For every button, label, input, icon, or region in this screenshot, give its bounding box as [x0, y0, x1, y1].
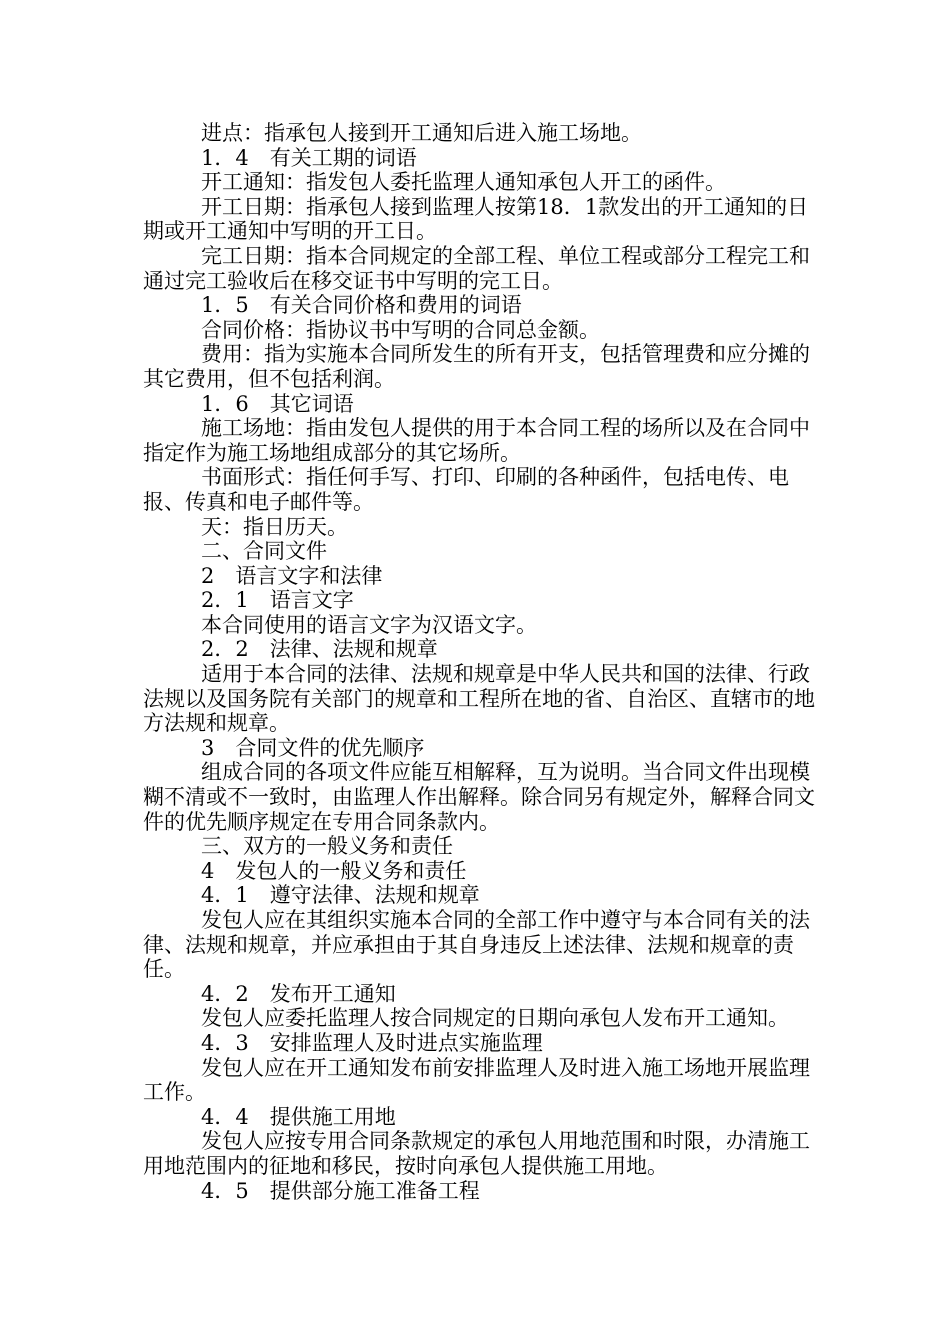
section-heading: 4．5 提供部分施工准备工程: [201, 1178, 480, 1203]
paragraph: 天：指日历天。: [201, 514, 348, 539]
section-heading: 1．4 有关工期的词语: [201, 145, 417, 170]
section-heading: 4．2 发布开工通知: [201, 981, 396, 1006]
paragraph: 适用于本合同的法律、法规和规章是中华人民共和国的法律、行政法规以及国务院有关部门的规章和工程所在地的省、自治区、直辖市的地方法规和规章。: [143, 662, 815, 736]
paragraph: 开工通知：指发包人委托监理人通知承包人开工的函件。: [201, 170, 726, 195]
section-heading: 2．2 法律、法规和规章: [201, 637, 438, 662]
section-heading: 2 语言文字和法律: [201, 563, 383, 588]
section-heading: 1．5 有关合同价格和费用的词语: [201, 293, 522, 318]
paragraph: 开工日期：指承包人接到监理人按第18．1款发出的开工通知的日期或开工通知中写明的开工日。: [143, 194, 809, 244]
section-heading: 2．1 语言文字: [201, 588, 354, 613]
section-heading: 4．4 提供施工用地: [201, 1104, 396, 1129]
paragraph: 费用：指为实施本合同所发生的所有开支，包括管理费和应分摊的其它费用，但不包括利润。: [143, 342, 810, 391]
paragraph: 发包人应在开工通知发布前安排监理人及时进入施工场地开展监理工作。: [143, 1055, 810, 1105]
paragraph: 施工场地：指由发包人提供的用于本合同工程的场所以及在合同中指定作为施工场地组成部分的其它场所。: [143, 416, 810, 465]
paragraph: 发包人应在其组织实施本合同的全部工作中遵守与本合同有关的法律、法规和规章，并应承担由于其自身违反上述法律、法规和规章的责任。: [143, 908, 810, 982]
chapter-heading: 二、合同文件: [201, 539, 327, 564]
section-heading: 1．6 其它词语: [201, 391, 354, 416]
paragraph: 进点：指承包人接到开工通知后进入施工场地。: [201, 121, 642, 145]
section-heading: 4．3 安排监理人及时进点实施监理: [201, 1030, 543, 1055]
chapter-heading: 三、双方的一般义务和责任: [201, 834, 453, 859]
paragraph: 组成合同的各项文件应能互相解释，互为说明。当合同文件出现模糊不清或不一致时，由监理人作出解释。除合同另有规定外，解释合同文件的优先顺序规定在专用合同条款内。: [143, 760, 815, 834]
paragraph: 发包人应按专用合同条款规定的承包人用地范围和时限，办清施工用地范围内的征地和移民，按时向承包人提供施工用地。: [143, 1129, 810, 1178]
paragraph: 完工日期：指本合同规定的全部工程、单位工程或部分工程完工和通过完工验收后在移交证书中写明的完工日。: [143, 243, 810, 293]
section-heading: 4．1 遵守法律、法规和规章: [201, 883, 480, 908]
document-body: [143, 121, 823, 1203]
paragraph: 书面形式：指任何手写、打印、印刷的各种函件，包括电传、电报、传真和电子邮件等。: [143, 465, 789, 514]
paragraph: 本合同使用的语言文字为汉语文字。: [201, 612, 537, 637]
section-heading: 3 合同文件的优先顺序: [201, 735, 425, 760]
paragraph: 发包人应委托监理人按合同规定的日期向承包人发布开工通知。: [201, 1006, 789, 1031]
section-heading: 4 发包人的一般义务和责任: [201, 858, 467, 883]
paragraph: 合同价格：指协议书中写明的合同总金额。: [201, 317, 600, 342]
